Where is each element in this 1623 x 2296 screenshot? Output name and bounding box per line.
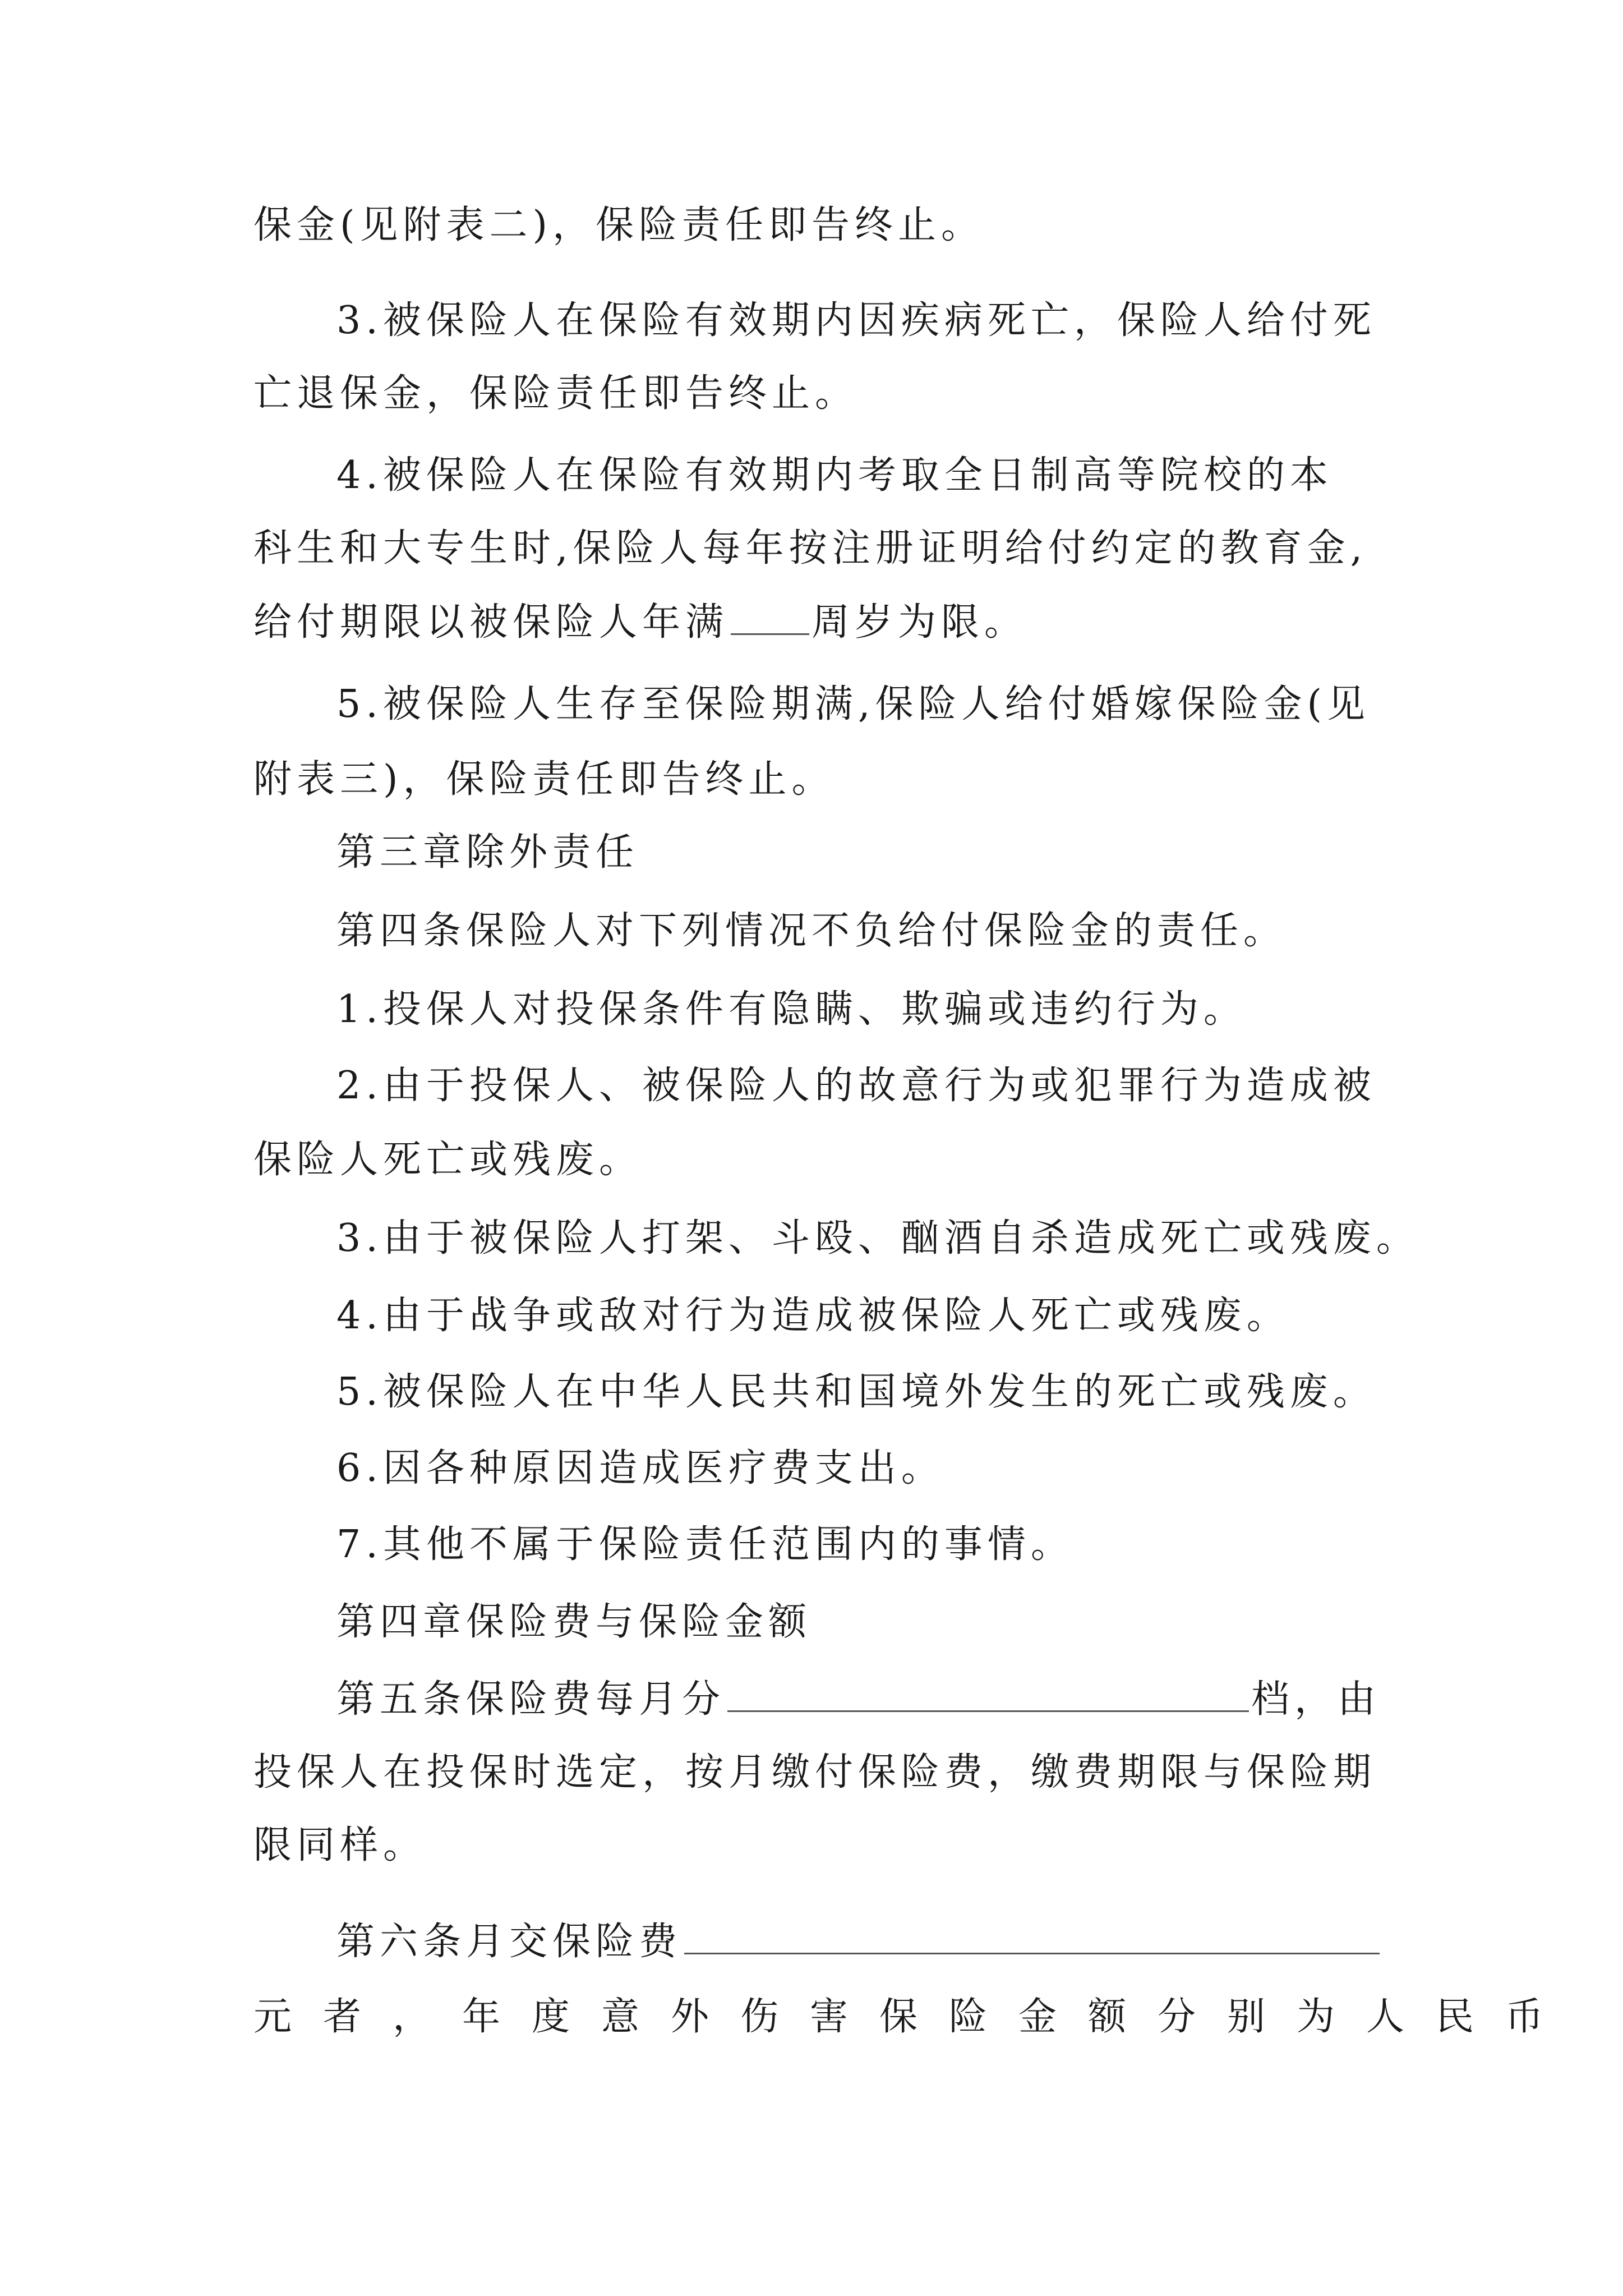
line-text: 档，由 (1251, 1677, 1381, 1722)
paragraph-line: 亡退保金，保险责任即告终止。 (253, 371, 859, 416)
paragraph-line: 投保人在投保时选定，按月缴付保险费，缴费期限与保险期 (253, 1750, 1377, 1795)
paragraph-line: 3.被保险人在保险有效期内因疾病死亡，保险人给付死 (336, 298, 1376, 343)
paragraph-line: 保险人死亡或残废。 (253, 1138, 643, 1182)
fill-in-blank (731, 600, 809, 635)
chapter-heading: 第三章除外责任 (336, 830, 639, 875)
paragraph-line: 附表三)，保险责任即告终止。 (253, 757, 835, 802)
list-item: 1.投保人对投保条件有隐瞒、欺骗或违约行为。 (336, 987, 1247, 1032)
fill-in-blank (727, 1677, 1249, 1712)
paragraph-line: 4.被保险人在保险有效期内考取全日制高等院校的本 (336, 453, 1333, 498)
line-text: 周岁为限。 (811, 600, 1028, 645)
list-item: 2.由于投保人、被保险人的故意行为或犯罪行为造成被 (336, 1064, 1376, 1108)
list-item: 6.因各种原因造成医疗费支出。 (336, 1446, 944, 1490)
chapter-heading: 第四章保险费与保险金额 (336, 1600, 812, 1644)
line-text: 给付期限以被保险人年满 (253, 600, 729, 645)
list-item: 3.由于被保险人打架、斗殴、酗酒自杀造成死亡或残废。 (336, 1216, 1419, 1260)
article-line: 第四条保险人对下列情况不负给付保险金的责任。 (336, 909, 1287, 953)
list-item: 5.被保险人在中华人民共和国境外发生的死亡或残废。 (336, 1370, 1376, 1414)
article-line (336, 1914, 1382, 1970)
fill-in-blank (684, 1919, 1380, 1954)
paragraph-line: 5.被保险人生存至保险期满,保险人给付婚嫁保险金(见 (336, 682, 1371, 726)
line-text: 第六条月交保险费 (336, 1920, 683, 1964)
paragraph-line: 保金(见附表二)，保险责任即告终止。 (253, 203, 985, 247)
list-item: 4.由于战争或敌对行为造成被保险人死亡或残废。 (336, 1294, 1290, 1338)
article-line (336, 1672, 1381, 1728)
paragraph-line: 元者，年度意外伤害保险金额分别为人民币 (253, 1995, 1575, 2039)
list-item: 7.其他不属于保险责任范围内的事情。 (336, 1522, 1074, 1567)
paragraph-line: 限同样。 (253, 1823, 427, 1867)
line-text: 第五条保险费每月分 (336, 1677, 726, 1722)
paragraph-line (253, 595, 1027, 651)
paragraph-line: 科生和大专生时,保险人每年按注册证明给付约定的教育金, (253, 526, 1368, 570)
